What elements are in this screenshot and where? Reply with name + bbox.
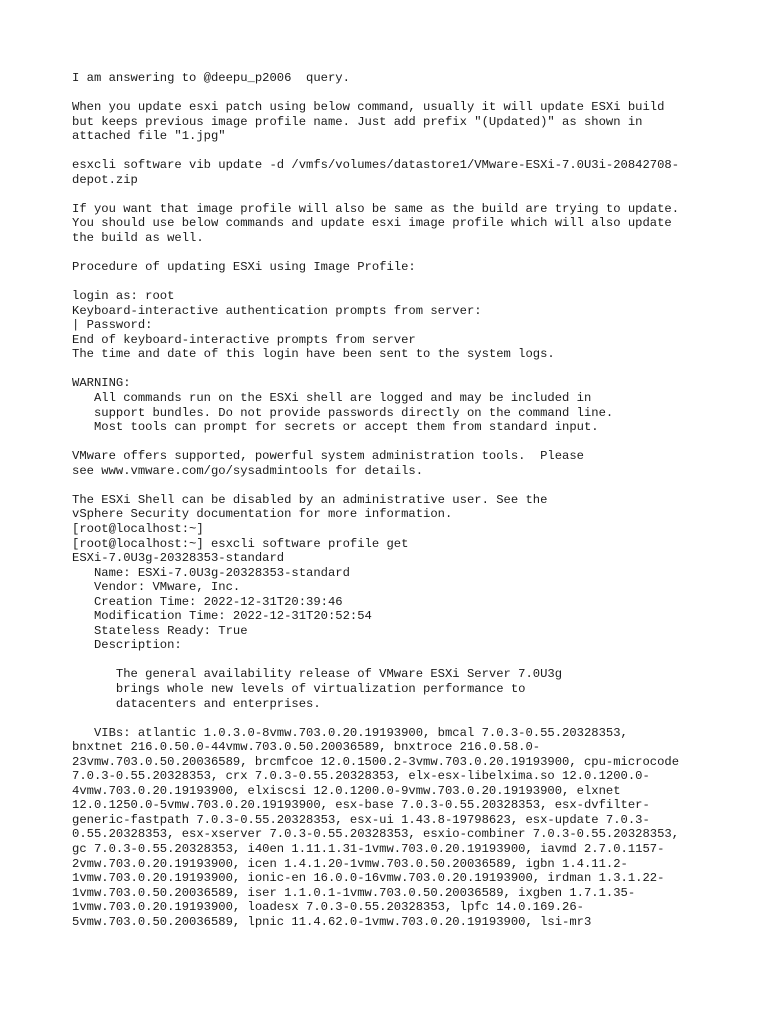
- text-line: Name: ESXi-7.0U3g-20328353-standard: [72, 565, 350, 580]
- text-line: 0.55.20328353, esx-xserver 7.0.3-0.55.20328353, esxio-combiner 7.0.3-0.55.20328353,: [72, 827, 680, 842]
- text-line: 1vmw.703.0.50.20036589, iser 1.1.0.1-1vmw.703.0.50.20036589, ixgben 1.7.1.35-: [72, 885, 636, 900]
- text-line: The time and date of this login have been sent to the system logs.: [72, 347, 555, 362]
- text-line: [72, 275, 752, 290]
- text-line: [72, 246, 752, 261]
- text-line: [72, 478, 752, 493]
- text-line: [root@localhost:~]: [72, 521, 204, 536]
- text-line: [72, 362, 752, 377]
- text-line: [72, 86, 752, 101]
- text-line: bnxtnet 216.0.50.0-44vmw.703.0.50.20036589, bnxtroce 216.0.58.0-: [72, 740, 541, 755]
- text-line: VMware offers supported, powerful system administration tools. Please: [72, 449, 584, 464]
- text-line: Modification Time: 2022-12-31T20:52:54: [72, 609, 372, 624]
- text-line: the build as well.: [72, 231, 204, 246]
- text-line: If you want that image profile will also be same as the build are trying to update.: [72, 201, 680, 216]
- text-line: but keeps previous image profile name. Just add prefix "(Updated)" as shown in: [72, 114, 643, 129]
- text-line: 23vmw.703.0.50.20036589, brcmfcoe 12.0.1500.2-3vmw.703.0.20.19193900, cpu-microcode: [72, 754, 680, 769]
- text-line: 1vmw.703.0.20.19193900, ionic-en 16.0.0-16vmw.703.0.20.19193900, irdman 1.3.1.22-: [72, 871, 665, 886]
- text-line: Creation Time: 2022-12-31T20:39:46: [72, 594, 343, 609]
- text-line: depot.zip: [72, 172, 138, 187]
- text-line: Keyboard-interactive authentication prompts from server:: [72, 303, 482, 318]
- text-line: attached file "1.jpg": [72, 129, 226, 144]
- text-line: Most tools can prompt for secrets or accept them from standard input.: [72, 420, 599, 435]
- text-line: [72, 929, 752, 944]
- text-line: [72, 711, 752, 726]
- text-line: [72, 653, 752, 668]
- text-line: vSphere Security documentation for more information.: [72, 507, 453, 522]
- text-line: The ESXi Shell can be disabled by an administrative user. See the: [72, 492, 548, 507]
- text-line: Stateless Ready: True: [72, 623, 248, 638]
- text-line: brings whole new levels of virtualization performance to: [72, 681, 526, 696]
- text-line: support bundles. Do not provide passwords directly on the command line.: [72, 405, 614, 420]
- text-line: datacenters and enterprises.: [72, 696, 321, 711]
- document-body: [72, 71, 752, 944]
- text-line: I am answering to @deepu_p2006 query.: [72, 71, 350, 85]
- text-line: gc 7.0.3-0.55.20328353, i40en 1.11.1.31-1vmw.703.0.20.19193900, iavmd 2.7.0.1157-: [72, 841, 665, 856]
- text-line: [72, 144, 752, 159]
- text-line: login as: root: [72, 289, 175, 304]
- text-line: 4vmw.703.0.20.19193900, elxiscsi 12.0.1200.0-9vmw.703.0.20.19193900, elxnet: [72, 783, 621, 798]
- text-line: The general availability release of VMware ESXi Server 7.0U3g: [72, 667, 563, 682]
- text-line: [root@localhost:~] esxcli software profile get: [72, 536, 409, 551]
- text-line: generic-fastpath 7.0.3-0.55.20328353, esx-ui 1.43.8-19798623, esx-update 7.0.3-: [72, 812, 650, 827]
- text-line: Procedure of updating ESXi using Image Profile:: [72, 260, 416, 275]
- text-line: When you update esxi patch using below command, usually it will update ESXi build: [72, 100, 665, 115]
- text-line: [72, 187, 752, 202]
- text-line: | Password:: [72, 318, 153, 333]
- text-line: WARNING:: [72, 376, 131, 391]
- text-line: 5vmw.703.0.50.20036589, lpnic 11.4.62.0-1vmw.703.0.20.19193900, lsi-mr3: [72, 914, 592, 929]
- text-line: esxcli software vib update -d /vmfs/volumes/datastore1/VMware-ESXi-7.0U3i-20842708-: [72, 158, 680, 173]
- text-line: VIBs: atlantic 1.0.3.0-8vmw.703.0.20.19193900, bmcal 7.0.3-0.55.20328353,: [72, 725, 628, 740]
- text-line: End of keyboard-interactive prompts from server: [72, 332, 416, 347]
- text-line: You should use below commands and update esxi image profile which will also update: [72, 216, 672, 231]
- text-line: ESXi-7.0U3g-20328353-standard: [72, 551, 285, 566]
- text-line: 7.0.3-0.55.20328353, crx 7.0.3-0.55.20328353, elx-esx-libelxima.so 12.0.1200.0-: [72, 769, 650, 784]
- text-line: [72, 435, 752, 450]
- text-line: Vendor: VMware, Inc.: [72, 580, 241, 595]
- text-line: 12.0.1250.0-5vmw.703.0.20.19193900, esx-base 7.0.3-0.55.20328353, esx-dvfilter-: [72, 798, 650, 813]
- text-line: 2vmw.703.0.20.19193900, icen 1.4.1.20-1vmw.703.0.50.20036589, igbn 1.4.11.2-: [72, 856, 628, 871]
- text-line: 1vmw.703.0.20.19193900, loadesx 7.0.3-0.55.20328353, lpfc 14.0.169.26-: [72, 900, 584, 915]
- text-line: Description:: [72, 638, 182, 653]
- text-line: see www.vmware.com/go/sysadmintools for details.: [72, 463, 424, 478]
- text-line: All commands run on the ESXi shell are logged and may be included in: [72, 391, 592, 406]
